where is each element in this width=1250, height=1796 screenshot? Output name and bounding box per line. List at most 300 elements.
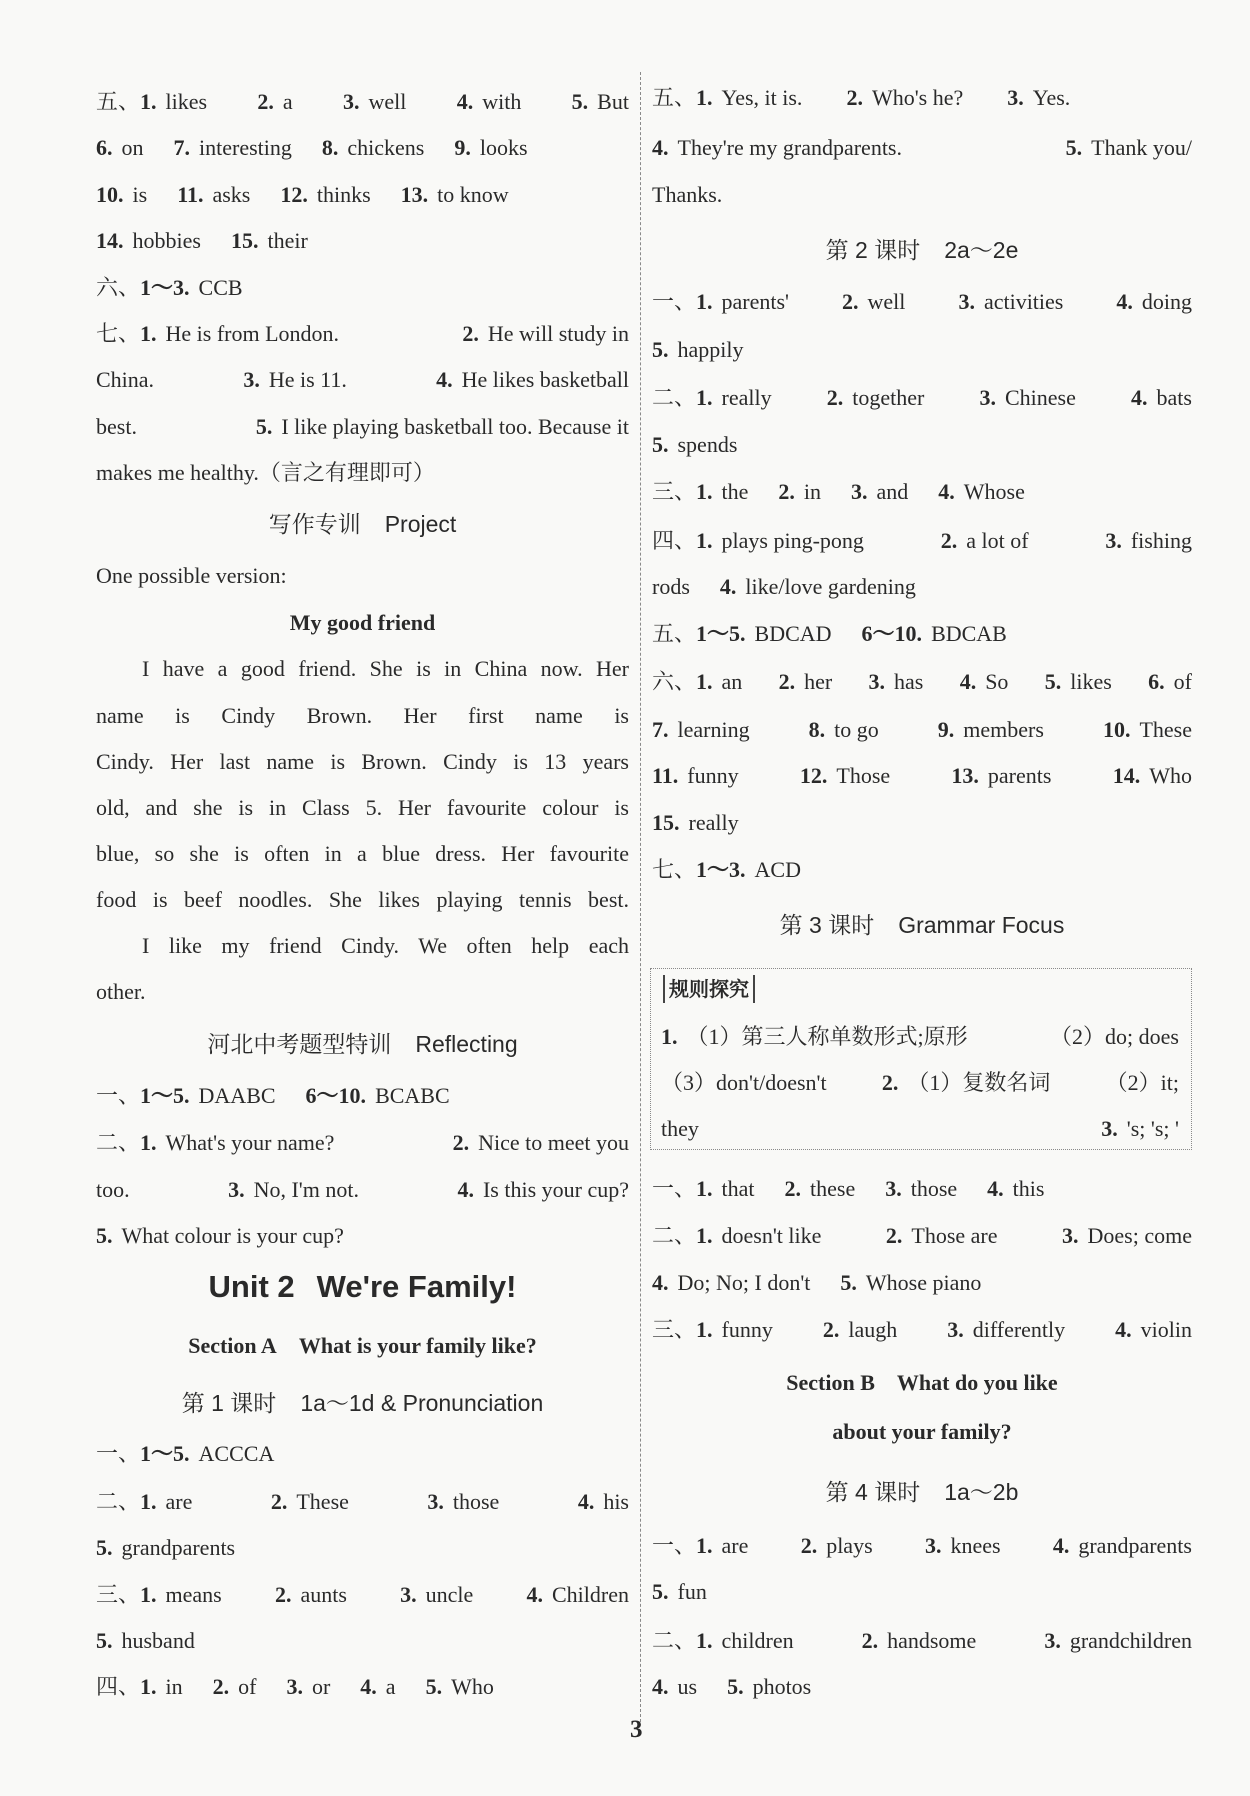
item-number: 5.	[96, 1535, 113, 1560]
answer-item	[979, 375, 1075, 421]
item-number: 一、1.	[652, 1176, 713, 1201]
answer-text: He will study in	[487, 321, 629, 346]
answer-text: laugh	[848, 1317, 898, 1342]
answer-item	[652, 279, 789, 325]
section-marker: 五、	[96, 89, 141, 114]
answer-item	[572, 79, 629, 125]
section-marker: 二、	[96, 1130, 141, 1155]
item-number: 2.	[257, 89, 274, 114]
item-number: 3.	[343, 89, 360, 114]
item-number: 4.	[360, 1674, 377, 1699]
answer-item	[453, 1120, 629, 1166]
answer-text: parents	[987, 763, 1052, 788]
answer-item	[779, 659, 833, 705]
answer-text: well	[368, 89, 407, 114]
answer-text: together	[852, 385, 925, 410]
item-number: 2.	[270, 1489, 288, 1514]
answer-text: best.	[96, 414, 137, 439]
item-number: 四、1.	[652, 528, 713, 553]
answer-item	[652, 1260, 810, 1306]
answer-line	[652, 327, 1192, 373]
answer-text: their	[267, 228, 308, 253]
item-number: 4.	[1115, 1317, 1132, 1342]
heading-text: 第 4 课时	[825, 1479, 921, 1505]
answer-item	[652, 1569, 707, 1615]
answer-line	[96, 785, 629, 831]
answer-text: husband	[121, 1628, 195, 1653]
answer-text: aunts	[300, 1582, 347, 1607]
answer-item	[526, 1572, 629, 1618]
answer-text: grandchildren	[1069, 1628, 1192, 1653]
answer-line	[96, 877, 629, 923]
answer-item	[778, 469, 821, 515]
item-number: 3.	[1062, 1223, 1079, 1248]
answer-text: like/love gardening	[745, 574, 916, 599]
item-number: 2.	[784, 1176, 802, 1201]
answer-item	[882, 1060, 1051, 1106]
answer-line	[652, 1307, 1192, 1353]
item-number: 五、1～5.	[652, 621, 746, 646]
answer-text: bats	[1156, 385, 1192, 410]
answer-text: （1）第三人称单数形式;原形	[686, 1024, 968, 1049]
item-number: 2.	[846, 85, 863, 110]
answer-line	[96, 172, 629, 218]
answer-item	[842, 279, 905, 325]
item-number: 13.	[400, 182, 429, 207]
answer-line	[652, 422, 1192, 468]
item-number: 4.	[436, 367, 453, 392]
answer-item	[257, 79, 292, 125]
heading-text: Unit 2	[208, 1269, 295, 1304]
item-number: 4.	[457, 1177, 474, 1202]
answer-item	[652, 611, 832, 657]
answer-text: funny	[687, 763, 739, 788]
answer-item	[96, 265, 243, 311]
answer-text: One possible version:	[96, 563, 287, 588]
answer-text: of	[238, 1674, 257, 1699]
item-number: 10.	[1102, 717, 1131, 742]
answer-text: are	[165, 1489, 193, 1514]
heading-text: 第 2 课时	[825, 237, 921, 263]
answer-text: China.	[96, 367, 155, 392]
item-number: 4.	[959, 669, 977, 694]
section-marker: 四、	[96, 1674, 141, 1699]
answer-text: photos	[752, 1674, 812, 1699]
item-number: 4.	[456, 89, 474, 114]
answer-text: Those	[836, 763, 891, 788]
item-number: 3.	[286, 1674, 303, 1699]
answer-text: Cindy. Her last name is Brown. Cindy is 13 years	[96, 749, 629, 774]
heading-text: Grammar Focus	[898, 912, 1065, 938]
answer-item	[271, 1479, 349, 1525]
answer-text: that	[721, 1176, 755, 1201]
answer-item	[96, 831, 629, 877]
answer-text: funny	[721, 1317, 773, 1342]
answer-line	[96, 1572, 629, 1618]
item-number: 二、1.	[96, 1489, 157, 1514]
item-number: 一、1～5.	[96, 1441, 190, 1466]
answer-text: likes	[1070, 669, 1112, 694]
answer-line	[652, 1569, 1192, 1615]
answer-text: in	[803, 479, 822, 504]
answer-line	[652, 125, 1192, 171]
answer-item	[1045, 659, 1112, 705]
answer-item	[661, 1014, 968, 1060]
answer-text: DAABC	[198, 1083, 276, 1108]
section-heading	[652, 227, 1192, 273]
answer-item	[862, 1618, 977, 1664]
answer-text: No, I'm not.	[253, 1177, 359, 1202]
answer-item	[827, 375, 925, 421]
answer-line	[96, 1431, 629, 1477]
item-number: 三、1.	[652, 1317, 713, 1342]
answer-item	[426, 1664, 494, 1710]
answer-text: grandparents	[1078, 1533, 1192, 1558]
answer-item	[96, 450, 435, 496]
answer-line	[652, 1618, 1192, 1664]
answer-text: ACD	[754, 857, 801, 882]
answer-text: （1）复数名词	[907, 1070, 1051, 1095]
item-number: 2.	[826, 385, 844, 410]
answer-item	[96, 311, 339, 357]
item-number: 5.	[1065, 135, 1083, 160]
answer-item	[947, 1307, 1065, 1353]
answer-text: plays ping-pong	[721, 528, 864, 553]
answer-line	[96, 1479, 629, 1525]
item-number: 3.	[1044, 1628, 1061, 1653]
answer-line	[96, 1120, 629, 1166]
answer-item	[462, 311, 629, 357]
answer-line	[96, 450, 629, 496]
answer-item	[1115, 1307, 1192, 1353]
answer-text: （3）don't/doesn't	[661, 1070, 827, 1095]
item-number: 二、1.	[652, 385, 713, 410]
answer-text: 's; 's; '	[1126, 1116, 1179, 1141]
answer-text: BCABC	[375, 1083, 450, 1108]
answer-item	[840, 1260, 981, 1306]
answer-item	[925, 1523, 1001, 1569]
heading-text: 河北中考题型特训	[207, 1031, 392, 1057]
answer-item	[846, 75, 963, 121]
item-number: 4.	[652, 135, 669, 160]
answer-item	[661, 1106, 699, 1152]
item-number: 3.	[243, 367, 260, 392]
answer-line	[96, 831, 629, 877]
answer-text: doing	[1141, 289, 1192, 314]
item-number: 7.	[652, 717, 669, 742]
item-number: 4.	[526, 1582, 543, 1607]
answer-text: in	[165, 1674, 183, 1699]
answer-item	[243, 357, 347, 403]
answer-item	[652, 564, 690, 610]
item-number: 3.	[228, 1177, 245, 1202]
section-marker: 二、	[96, 1489, 141, 1514]
answer-item	[862, 611, 1007, 657]
item-number: 5.	[727, 1674, 744, 1699]
section-marker: 一、	[652, 1176, 697, 1201]
item-number: 2.	[842, 289, 859, 314]
answer-text: （2）it;	[1105, 1070, 1179, 1095]
item-number: 4.	[577, 1489, 595, 1514]
item-number: 二、1.	[96, 1130, 157, 1155]
answer-item	[652, 518, 864, 564]
answer-item	[96, 1431, 274, 1477]
section-marker: 七、	[652, 857, 697, 882]
answer-item	[809, 707, 879, 753]
answer-line	[96, 693, 629, 739]
answer-line	[652, 1523, 1192, 1569]
answer-text: Those are	[911, 1223, 998, 1248]
item-number: 一、1.	[652, 1533, 713, 1558]
answer-text: too.	[96, 1177, 130, 1202]
section-heading	[652, 1360, 1192, 1406]
answer-item	[652, 1166, 755, 1212]
answer-text: He is from London.	[165, 321, 340, 346]
item-number: 6.	[1148, 669, 1165, 694]
answer-item	[652, 1307, 773, 1353]
answer-text: likes	[165, 89, 208, 114]
heading-text: 第 3 课时	[779, 912, 875, 938]
answer-item	[96, 1120, 334, 1166]
item-number: 12.	[799, 763, 828, 788]
item-number: 5.	[425, 1674, 443, 1699]
section-marker: 五、	[652, 621, 697, 646]
answer-line	[96, 404, 629, 450]
answer-item	[228, 1167, 359, 1213]
answer-text: doesn't like	[721, 1223, 822, 1248]
answer-item	[1105, 518, 1192, 564]
answer-line	[96, 125, 629, 171]
item-number: 2.	[212, 1674, 230, 1699]
answer-item	[322, 125, 424, 171]
answer-item	[652, 800, 739, 846]
item-number: 四、1.	[96, 1674, 157, 1699]
heading-text: Project	[384, 511, 457, 537]
item-number: 12.	[280, 182, 308, 207]
answer-item	[652, 847, 801, 893]
section-heading	[96, 1259, 629, 1315]
item-number: 4.	[987, 1176, 1004, 1201]
answer-text: children	[721, 1628, 794, 1653]
item-number: 13.	[951, 763, 979, 788]
rule-exploration-box	[650, 968, 1192, 1150]
answer-item	[652, 422, 737, 468]
answer-item	[96, 1479, 192, 1525]
answer-text: rods	[652, 574, 690, 599]
answer-text: name is Cindy Brown. Her first name is	[96, 703, 629, 728]
section-heading	[96, 1323, 629, 1369]
heading-text: Reflecting	[415, 1031, 518, 1057]
section-heading	[96, 1380, 629, 1426]
answer-item	[661, 1060, 827, 1106]
heading-text: Section A	[188, 1333, 277, 1358]
answer-item	[785, 1166, 856, 1212]
heading-text: about your family?	[832, 1419, 1012, 1444]
answer-item	[457, 1167, 629, 1213]
answer-item	[256, 404, 629, 450]
answer-item	[96, 218, 201, 264]
answer-line	[652, 1664, 1192, 1710]
answer-item	[869, 659, 924, 705]
answer-line	[652, 611, 1192, 657]
answer-text: the	[721, 479, 749, 504]
answer-text: looks	[479, 135, 528, 160]
answer-text: this	[1012, 1176, 1045, 1201]
answer-text: to know	[437, 182, 509, 207]
answer-text: But	[597, 89, 629, 114]
answer-line	[652, 172, 1192, 218]
answer-item	[96, 125, 144, 171]
answer-text: well	[867, 289, 906, 314]
item-number: 3.	[868, 669, 886, 694]
item-number: 五、1.	[96, 89, 157, 114]
answer-item	[801, 1523, 873, 1569]
item-number: 六、1.	[652, 669, 713, 694]
item-number: 10.	[96, 182, 124, 207]
answer-text: thinks	[316, 182, 371, 207]
answer-text: Chinese	[1004, 385, 1076, 410]
answer-item	[652, 75, 802, 121]
answer-text: I like my friend Cindy. We often help each	[142, 933, 629, 958]
answer-text: BDCAB	[931, 621, 1007, 646]
heading-text: 第 1 课时	[181, 1390, 277, 1416]
section-heading	[652, 1409, 1192, 1455]
answer-item	[1053, 1523, 1192, 1569]
answer-text: is	[132, 182, 148, 207]
item-number: 3.	[851, 479, 868, 504]
answer-line	[96, 1073, 629, 1119]
item-number: 15.	[230, 228, 259, 253]
answer-item	[177, 172, 250, 218]
item-number: 8.	[321, 135, 339, 160]
answer-line	[652, 1166, 1192, 1212]
answer-item	[652, 172, 722, 218]
answer-item	[1050, 1014, 1179, 1060]
answer-text: members	[963, 717, 1044, 742]
item-number: 一、1.	[652, 289, 713, 314]
answer-text: spends	[677, 432, 738, 457]
answer-item	[96, 877, 629, 923]
section-heading	[652, 1469, 1192, 1515]
section-marker: 六、	[96, 275, 141, 300]
answer-line	[652, 279, 1192, 325]
item-number: 5.	[652, 1579, 669, 1604]
answer-text: Who	[451, 1674, 494, 1699]
answer-text: knees	[950, 1533, 1001, 1558]
answer-item	[96, 553, 287, 599]
answer-text: us	[677, 1674, 698, 1699]
section-marker: 三、	[652, 479, 697, 504]
answer-item	[958, 279, 1063, 325]
answer-text: with	[482, 89, 522, 114]
section-marker: 三、	[96, 1582, 141, 1607]
answer-item	[400, 1572, 473, 1618]
item-number: 11.	[177, 182, 204, 207]
item-number: 5.	[96, 1223, 113, 1248]
answer-text: hobbies	[132, 228, 201, 253]
item-number: 1.	[661, 1024, 678, 1049]
answer-item	[1148, 659, 1192, 705]
answer-item	[306, 1073, 450, 1119]
section-heading	[96, 600, 629, 646]
answer-text: parents'	[721, 289, 790, 314]
item-number: 2.	[462, 321, 479, 346]
answer-item	[96, 1618, 195, 1664]
answer-line	[96, 79, 629, 125]
answer-text: grandparents	[121, 1535, 236, 1560]
answer-item	[851, 469, 908, 515]
answer-line	[96, 311, 629, 357]
answer-item	[652, 327, 744, 373]
answer-text: other.	[96, 979, 146, 1004]
answer-line	[652, 1213, 1192, 1259]
answer-line	[652, 75, 1192, 121]
answer-line	[96, 265, 629, 311]
item-number: 15.	[652, 810, 680, 835]
answer-text: These	[296, 1489, 349, 1514]
section-marker: 二、	[652, 1223, 697, 1248]
answer-item	[275, 1572, 347, 1618]
item-number: 4.	[938, 479, 955, 504]
answer-text: uncle	[425, 1582, 474, 1607]
answer-text: These	[1139, 717, 1192, 742]
item-number: 11.	[652, 763, 679, 788]
section-marker: 一、	[652, 289, 697, 314]
answer-text: happily	[677, 337, 744, 362]
answer-text: these	[810, 1176, 856, 1201]
answer-item	[652, 1213, 821, 1259]
answer-line	[96, 1213, 629, 1259]
section-heading	[96, 1021, 629, 1067]
section-marker: 二、	[652, 1628, 697, 1653]
item-number: 14.	[1112, 763, 1141, 788]
item-number: 5.	[255, 414, 273, 439]
answer-line	[661, 1014, 1179, 1060]
item-number: 2.	[778, 669, 796, 694]
answer-line	[96, 553, 629, 599]
item-number: 5.	[571, 89, 589, 114]
section-heading	[96, 501, 629, 547]
answer-item	[96, 357, 154, 403]
answer-text: has	[894, 669, 924, 694]
answer-text: really	[688, 810, 739, 835]
item-number: 2.	[274, 1582, 292, 1607]
answer-item	[727, 1664, 811, 1710]
answer-text: interesting	[199, 135, 292, 160]
item-number: 七、1.	[96, 321, 157, 346]
answer-item	[96, 785, 629, 831]
answer-text: a lot of	[966, 528, 1029, 553]
answer-text: He likes basketball	[461, 367, 629, 392]
answer-text: I have a good friend. She is in China now. Her	[142, 656, 629, 681]
answer-text: BDCAD	[754, 621, 832, 646]
section-marker: 六、	[652, 669, 697, 694]
answer-item	[1007, 75, 1070, 121]
answer-item	[652, 125, 902, 171]
answer-item	[454, 125, 527, 171]
answer-item	[96, 1167, 130, 1213]
answer-text: Thanks.	[652, 182, 723, 207]
answer-item	[987, 1166, 1044, 1212]
answer-line	[652, 469, 1192, 515]
answer-text: CCB	[198, 275, 243, 300]
page-number: 3	[630, 1716, 643, 1743]
answer-item	[886, 1213, 998, 1259]
item-number: 3.	[924, 1533, 942, 1558]
answer-item	[941, 518, 1029, 564]
answer-text: So	[985, 669, 1009, 694]
answer-line	[652, 659, 1192, 705]
